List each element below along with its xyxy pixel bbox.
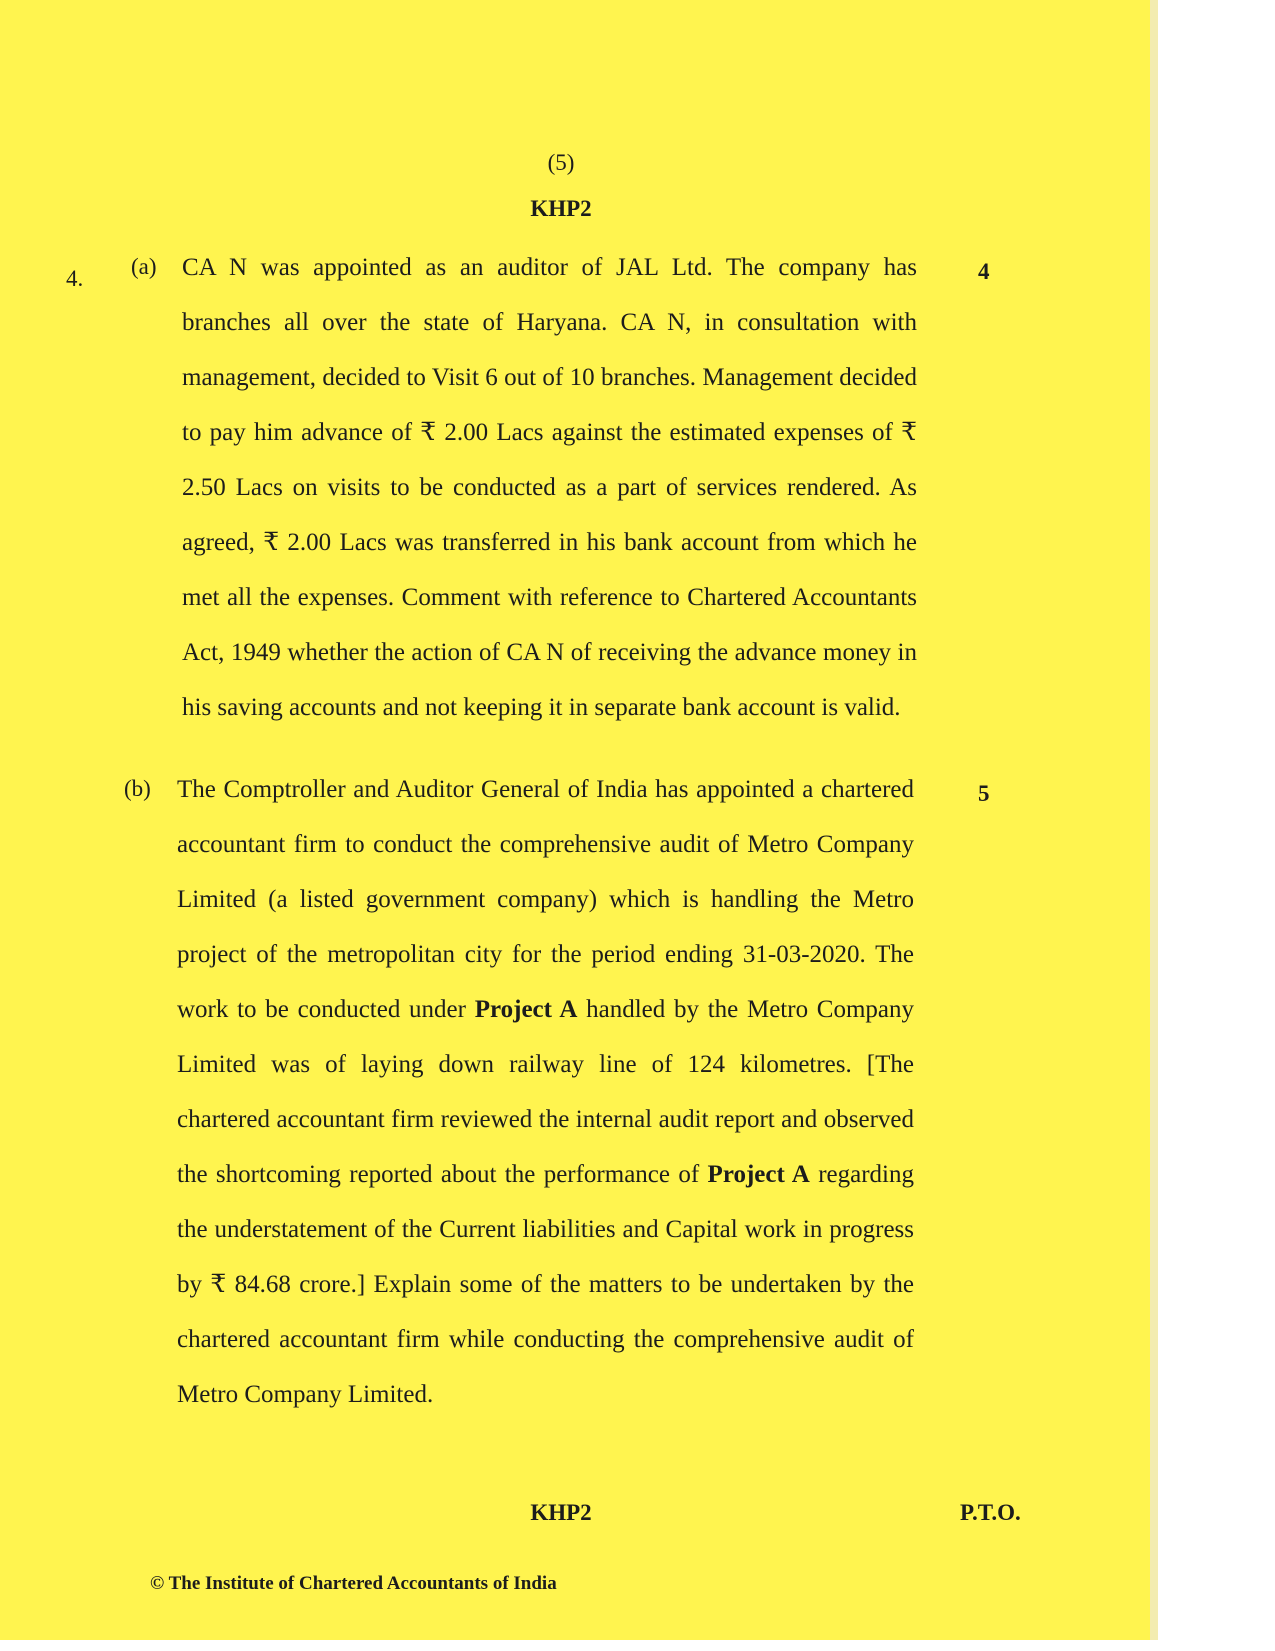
paper-code-footer: KHP2 — [530, 1500, 592, 1525]
page-edge — [1150, 0, 1158, 1640]
part-b-text-3: regarding the understatement of the Current liabilities and Capital work in progress by ₹ 84.68 crore.] Explain some of the matters to be undertaken by the chartered accountant firm while conducting the comprehensive audit of Metro Company Limited. — [177, 1161, 914, 1408]
part-a-text — [182, 240, 917, 735]
part-b-marks: 5 — [978, 781, 990, 806]
part-a-label: (a) — [131, 254, 157, 279]
part-a-paragraph: CA N was appointed as an auditor of JAL Ltd. The company has branches all over the state of Haryana. CA N, in consultation with management, decided to Visit 6 out of 10 branches. Management decided to pay him advance of ₹ 2.00 Lacs against the estimated expenses of ₹ 2.50 Lacs on visits to be conducted as a part of services rendered. As agreed, ₹ 2.00 Lacs was transferred in his bank account from which he met all the expenses. Comment with reference to Chartered Accountants Act, 1949 whether the action of CA N of receiving the advance money in his saving accounts and not keeping it in separate bank account is valid. — [182, 254, 917, 721]
copyright-notice: © The Institute of Chartered Accountants of India — [150, 1573, 557, 1594]
question-number: 4. — [66, 266, 84, 291]
part-b-text — [177, 762, 914, 1422]
paper-code-header: KHP2 — [530, 196, 592, 221]
project-a-bold-1: Project A — [474, 996, 578, 1023]
part-b-text-2: handled by the Metro Company Limited was of laying down railway line of 124 kilometres. [The chartered accountant firm reviewed the internal audit report and observed the shortcoming reported about the performance of — [177, 996, 915, 1188]
project-a-bold-2: Project A — [707, 1161, 810, 1188]
part-a-marks: 4 — [978, 259, 990, 284]
part-b-label: (b) — [124, 776, 151, 801]
page-number: (5) — [547, 150, 575, 175]
pto-label: P.T.O. — [960, 1500, 1021, 1525]
part-b-paragraph — [177, 762, 914, 1422]
part-b-text-1: The Comptroller and Auditor General of India has appointed a chartered accountant firm to conduct the comprehensive audit of Metro Company Limited (a listed government company) which is handling the Metro project of the metropolitan city for the period ending 31-03-2020. The work to be conducted under — [177, 776, 914, 1023]
